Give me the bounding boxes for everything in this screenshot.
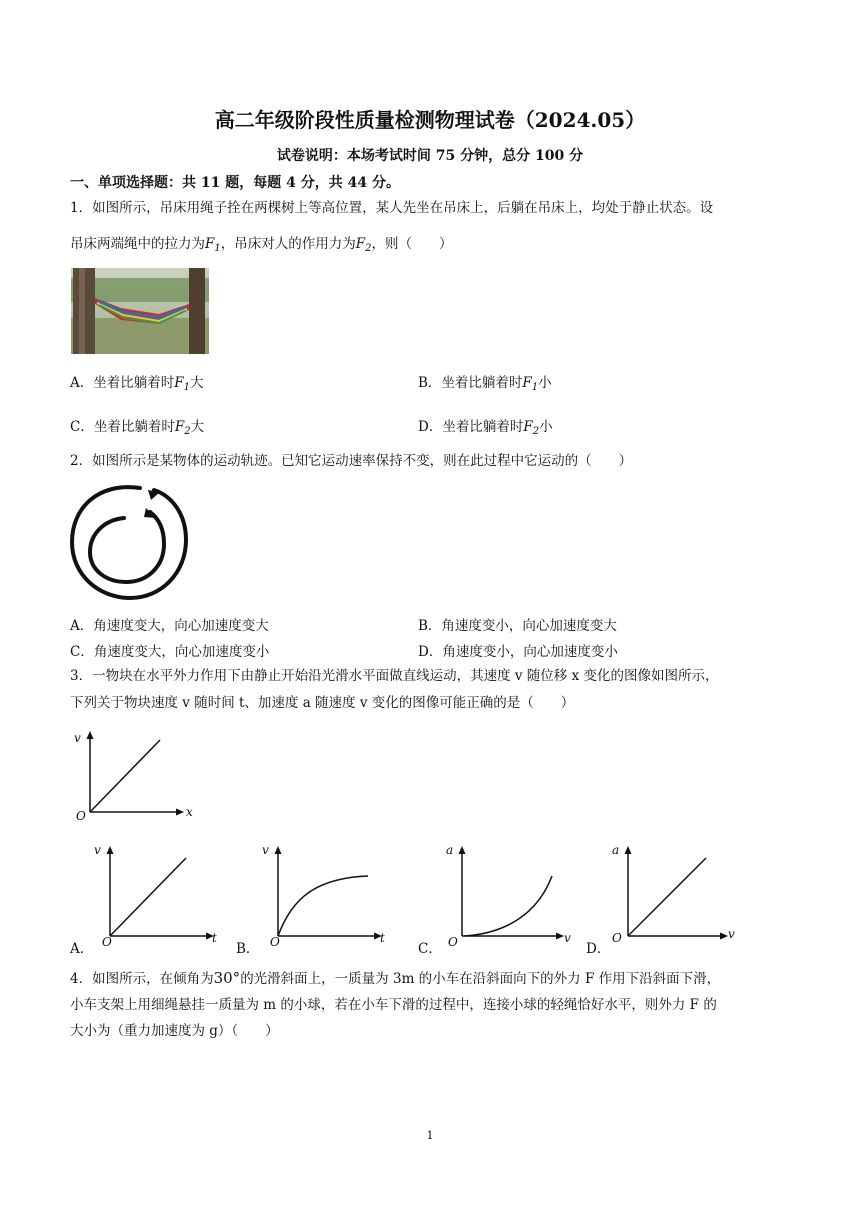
q3-option-d-graph[interactable] <box>606 838 746 950</box>
q2-option-c[interactable]: C．角速度变大，向心加速度变小 <box>70 644 270 660</box>
x-axis-label: t <box>380 931 385 945</box>
option-var <box>175 419 191 435</box>
option-letter: B． <box>418 375 442 391</box>
q4-line2: 小车支架上用细绳悬挂一质量为 m 的小球，若在小车下滑的过程中，连接小球的轻绳恰好水平，则外力 F 的 <box>70 997 717 1013</box>
page-title: 高二年级阶段性质量检测物理试卷（2024.05） <box>214 108 646 132</box>
y-axis-label: v <box>94 843 101 857</box>
option-suffix: 大 <box>190 419 205 435</box>
option-var <box>523 419 539 435</box>
origin-label: O <box>102 935 112 949</box>
spiral-trajectory-figure <box>68 478 190 602</box>
section-heading: 一、单项选择题：共 11 题，每题 4 分，共 44 分。 <box>70 175 400 191</box>
q3-option-a-graph[interactable] <box>88 838 228 950</box>
q2-text: 2．如图所示是某物体的运动轨迹。已知它运动速率保持不变，则在此过程中它运动的（ ） <box>70 453 633 469</box>
x-axis-label: v <box>564 931 571 945</box>
option-text: 坐着比躺着时 <box>93 419 175 435</box>
var-symbol: F <box>522 375 532 391</box>
x-axis-label: x <box>186 805 193 819</box>
hammock-photo <box>71 268 209 354</box>
q2-option-a[interactable]: A．角速度变大，向心加速度变大 <box>70 618 269 634</box>
page-number: 1 <box>426 1129 434 1142</box>
y-axis-label: a <box>612 843 620 857</box>
option-letter: C． <box>70 419 94 435</box>
q2-option-b[interactable]: B．角速度变小，向心加速度变大 <box>418 618 617 634</box>
x-axis-label: t <box>212 931 217 945</box>
q4-text-a: 4．如图所示，在倾角为 <box>70 971 214 987</box>
var-subscript: 2 <box>184 426 191 437</box>
origin-label: O <box>76 809 86 823</box>
q3-line2: 下列关于物块速度 v 随时间 t、加速度 a 随速度 v 变化的图像可能正确的是（ ） <box>70 695 575 711</box>
option-text: 坐着比躺着时 <box>441 375 523 391</box>
x-axis-label: v <box>728 927 735 941</box>
y-axis-label: v <box>74 731 81 745</box>
q3-option-a-label[interactable]: A． <box>70 941 94 957</box>
var-symbol: F <box>174 419 185 435</box>
q3-option-d-label[interactable]: D． <box>586 941 611 957</box>
option-suffix: 大 <box>190 375 204 391</box>
q4-text-b: 的光滑斜面上，一质量为 3m 的小车在沿斜面向下的外力 F 作用下沿斜面下滑， <box>240 971 721 987</box>
v-x-graph <box>68 728 200 824</box>
q3-option-c-label[interactable]: C． <box>418 941 442 957</box>
q3-option-b-label[interactable]: B． <box>236 941 260 957</box>
var-symbol: F <box>523 419 533 435</box>
option-text: 坐着比躺着时 <box>93 375 175 391</box>
q4-angle: 30° <box>213 969 241 987</box>
q1-option-c[interactable] <box>70 415 204 437</box>
q3-option-c-graph[interactable] <box>440 838 580 950</box>
y-axis-label: a <box>446 843 454 857</box>
origin-label: O <box>448 935 458 949</box>
q1-line1: 1．如图所示，吊床用绳子拴在两棵树上等高位置，某人先坐在吊床上，后躺在吊床上，均处于静止状态。设 <box>70 200 714 216</box>
q1-option-b[interactable] <box>418 371 552 393</box>
var-subscript: 1 <box>183 382 190 393</box>
exam-instructions: 试卷说明：本场考试时间 75 分钟，总分 100 分 <box>276 148 584 164</box>
q1-text-a: 吊床两端绳中的拉力为 <box>70 236 205 252</box>
var-subscript: 1 <box>531 382 539 393</box>
q3-line1: 3．一物块在水平外力作用下由静止开始沿光滑水平面做直线运动，其速度 v 随位移 x 变化的图像如图所示， <box>70 668 719 684</box>
q1-text-b: ，吊床对人的作用力为 <box>220 236 356 252</box>
q1-option-a[interactable] <box>70 371 204 393</box>
var-subscript: 2 <box>532 426 540 437</box>
q1-var-f2: $F_2$ <box>355 236 372 254</box>
option-letter: A． <box>70 375 94 391</box>
q1-text-c: ，则（ ） <box>371 236 453 252</box>
q1-line2 <box>70 234 453 259</box>
q2-option-d[interactable]: D．角速度变小，向心加速度变小 <box>418 644 618 660</box>
var-symbol: F <box>174 375 184 391</box>
origin-label: O <box>270 935 280 949</box>
option-text: 坐着比躺着时 <box>442 419 524 435</box>
q1-var-f1: $F_1$ <box>205 236 221 254</box>
q1-option-d[interactable] <box>418 415 553 437</box>
q4-line3: 大小为（重力加速度为 g）（ ） <box>70 1023 279 1039</box>
option-var <box>522 375 538 391</box>
option-var <box>174 375 190 391</box>
option-suffix: 小 <box>538 375 552 391</box>
option-suffix: 小 <box>539 419 553 435</box>
option-letter: D． <box>418 419 443 435</box>
origin-label: O <box>612 931 622 945</box>
y-axis-label: v <box>262 843 269 857</box>
q4-line1 <box>70 968 720 989</box>
q3-option-b-graph[interactable] <box>256 838 396 950</box>
